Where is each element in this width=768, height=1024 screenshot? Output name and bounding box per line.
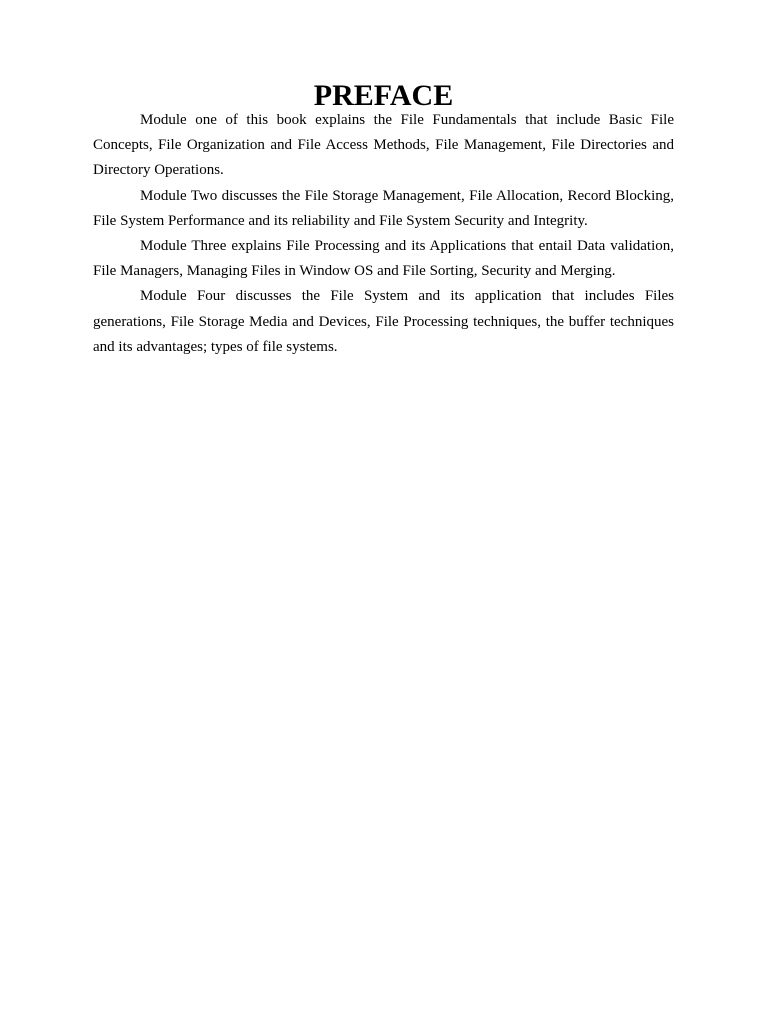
page-title: PREFACE [313,79,454,112]
paragraph-module-three: Module Three explains File Processing and its Applications that entail Data validation, File Managers, Managing Files in Window OS and File Sorting, Security and Merging. [93,238,674,280]
paragraph-module-four: Module Four discusses the File System and its application that includes Files generations, File Storage Media and Devices, File Processing techniques, the buffer techniques and its advantages; types of file systems. [93,288,674,355]
paragraph-module-two: Module Two discusses the File Storage Management, File Allocation, Record Blocking, File System Performance and its reliability and File System Security and Integrity. [93,187,674,229]
document-page [93,79,674,360]
paragraph-module-one: Module one of this book explains the File Fundamentals that include Basic File Concepts, File Organization and File Access Methods, File Management, File Directories and Directory Operations. [93,112,674,179]
